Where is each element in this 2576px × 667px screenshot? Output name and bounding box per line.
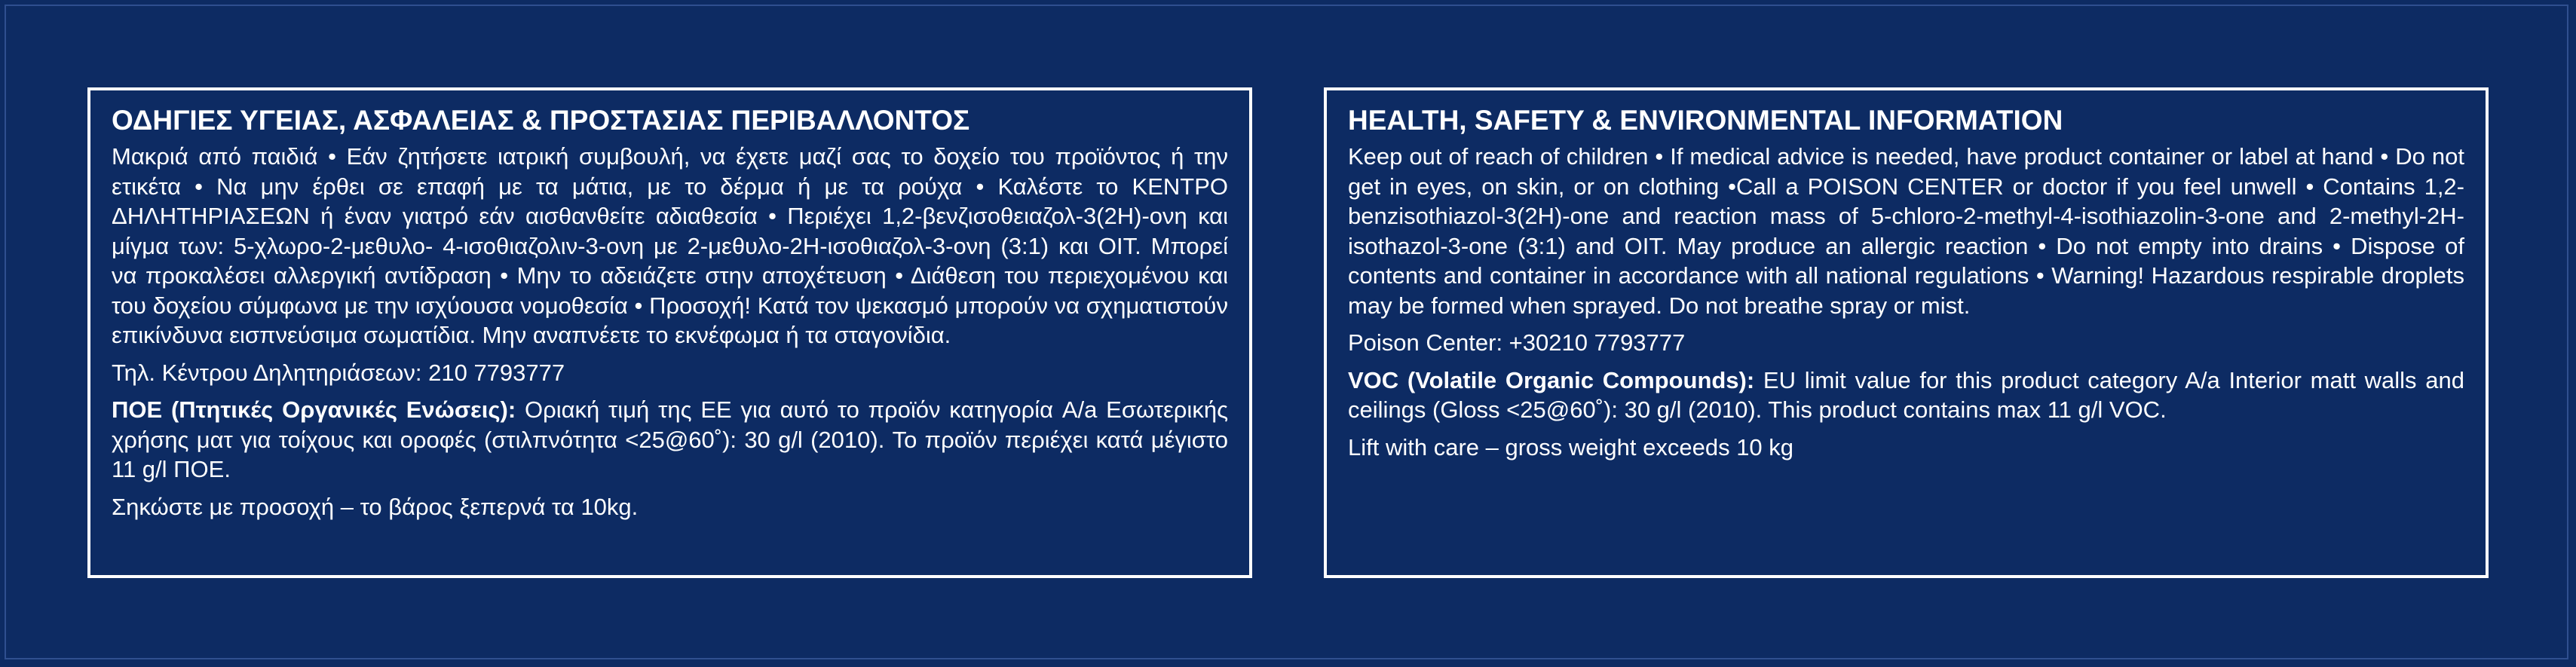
greek-voc-paragraph — [112, 395, 1228, 485]
greek-panel-title: ΟΔΗΓΙΕΣ ΥΓΕΙΑΣ, ΑΣΦΑΛΕΙΑΣ & ΠΡΟΣΤΑΣΙΑΣ ΠΕΡΙΒΑΛΛΟΝΤΟΣ — [112, 105, 970, 136]
greek-voc-label: ΠΟΕ (Πτητικές Οργανικές Ενώσεις): — [112, 396, 516, 423]
greek-info-panel — [87, 87, 1252, 578]
greek-voc-text: Οριακή τιμή της ΕΕ για αυτό το προϊόν κατηγορία A/a Εσωτερικής χρήσης ματ για τοίχους και οροφές (στιλπνότητα <25@60˚): 30 g/l (2010). Το προϊόν περιέχει κατά μέγιστο 11 g/l ΠΟΕ. — [112, 396, 1229, 482]
english-poison-center-phone: Poison Center: +30210 7793777 — [1348, 329, 1686, 356]
english-safety-text: Keep out of reach of children • If medical advice is needed, have product container or label at hand • Do not get in eyes, on skin, or on clothing •Call a POISON CENTER or doctor if you feel unwell • Contains 1,2-benzisothiazol-3(2H)-one and reaction mass of 5-chloro-2-methyl-4-isothiazolin-3-one and 2-methyl-2H-isothazol-3-one (3:1) and OIT. May produce an allergic reaction • Do not empty into drains • Dispose of contents and container in accordance with all national regulations • Warning! Hazardous respirable droplets may be formed when sprayed. Do not breathe spray or mist. — [1348, 143, 2464, 319]
greek-poison-center-phone: Τηλ. Κέντρου Δηλητηριάσεων: 210 7793777 — [112, 359, 565, 386]
english-voc-paragraph — [1348, 366, 2464, 425]
english-voc-text: EU limit value for this product category A/a Interior matt walls and ceilings (Gloss <25@60˚): 30 g/l (2010). This product contains max 11 g/l VOC. — [1348, 366, 2464, 423]
english-info-panel — [1324, 87, 2489, 578]
greek-safety-text: Μακριά από παιδιά • Εάν ζητήσετε ιατρική συμβουλή, να έχετε μαζί σας το δοχείο του προϊόντος ή την ετικέτα • Να μην έρθει σε επαφή με τα μάτια, με το δέρμα ή με τα ρούχα • Καλέστε το ΚΕΝΤΡΟ ΔΗΛΗΤΗΡΙΑΣΕΩΝ ή έναν γιατρό εάν αισθανθείτε αδιαθεσία • Περιέχει 1,2-βενζισοθειαζολ-3(2H)-ονη και μίγμα των: 5-χλωρο-2-μεθυλο- 4-ισοθιαζολιν-3-ονη με 2-μεθυλο-2H-ισοθιαζολ-3-ονη (3:1) και OIT. Μπορεί να προκαλέσει αλλεργική αντίδραση • Μην το αδειάζετε στην αποχέτευση • Διάθεση του περιεχομένου και του δοχείου σύμφωνα με την ισχύουσα νομοθεσία • Προσοχή! Κατά τον ψεκασμό μπορούν να σχηματιστούν επικίνδυνα εισπνεύσιμα σωματίδια. Μην αναπνέετε το εκνέφωμα ή τα σταγονίδια. — [112, 143, 1228, 348]
english-lift-warning: Lift with care – gross weight exceeds 10 kg — [1348, 433, 1794, 460]
english-panel-title: HEALTH, SAFETY & ENVIRONMENTAL INFORMATION — [1348, 105, 2063, 136]
greek-lift-warning: Σηκώστε με προσοχή – το βάρος ξεπερνά τα 10kg. — [112, 493, 639, 520]
english-voc-label: VOC (Volatile Organic Compounds): — [1348, 366, 1755, 393]
